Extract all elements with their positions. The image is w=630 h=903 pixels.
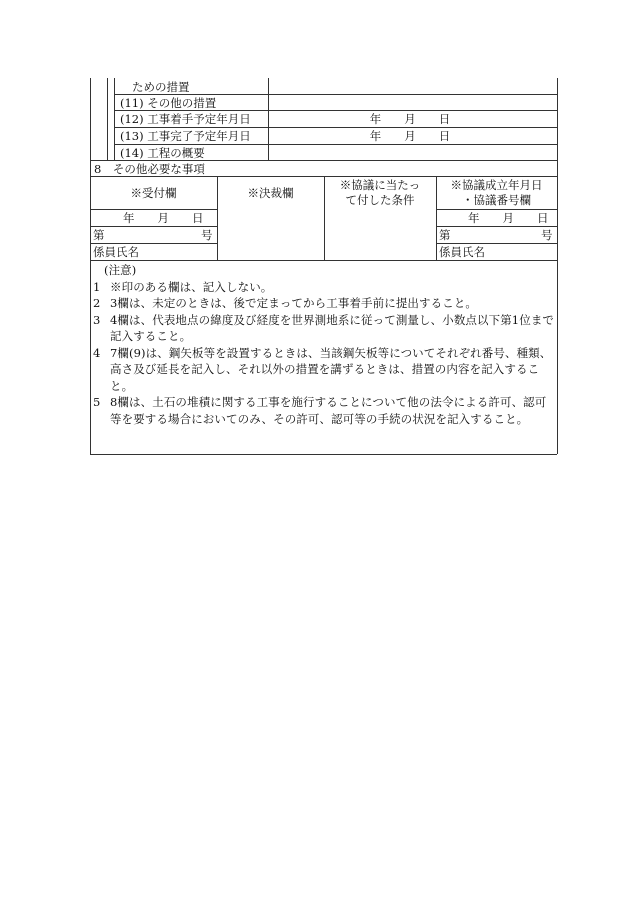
note-text: 4欄は、代表地点の緯度及び経度を世界測地系に従って測量し、小数点以下第1位まで記入すること。 [110, 312, 555, 343]
note-item [90, 295, 557, 312]
note-number: 3 [93, 312, 101, 327]
note-text: 7欄(9)は、鋼矢板等を設置するときは、当該鋼矢板等についてそれぞれ番号、種類、高さ及び延長を記入し、それ以外の措置を講ずるときは、措置の内容を記入すること。 [110, 345, 552, 393]
agreement-number-suffix: 号 [541, 228, 553, 242]
header-bottom-line [90, 209, 217, 210]
note-number: 1 [93, 279, 101, 294]
row-line [114, 144, 557, 145]
note-item [90, 312, 557, 345]
cell-line [90, 243, 217, 244]
label-value-divider [268, 78, 269, 160]
row-line [114, 110, 557, 111]
conditions-header-line1: ※協議に当たっ [339, 178, 421, 192]
note-number: 2 [93, 296, 101, 310]
agreement-header-line1: ※協議成立年月日 [450, 178, 543, 192]
note-item [90, 279, 557, 296]
receipt-staff-name: 係員氏名 [93, 245, 139, 259]
header-bottom-line [436, 209, 557, 210]
row-label-start-date: (12) 工事着手予定年月日 [120, 112, 251, 126]
start-date-value: 年 月 日 [369, 112, 451, 126]
table-bottom-border [90, 454, 557, 455]
notes-heading: (注意) [104, 263, 137, 277]
row-line [90, 160, 557, 161]
table-right-border [557, 78, 558, 454]
agreement-number-prefix: 第 [439, 228, 451, 242]
receipt-header: ※受付欄 [130, 186, 177, 200]
note-text: 8欄は、土石の堆積に関する工事を施行することについて他の法令による許可、認可等を要する場合においてのみ、その許可、認可等の手続の状況を記入すること。 [110, 395, 547, 426]
row-label-other-measures: (11) その他の措置 [120, 96, 217, 110]
item8-label: 8 その他必要な事項 [94, 162, 205, 176]
row-line [114, 94, 557, 95]
note-number: 4 [93, 345, 101, 360]
row-label-end-date: (13) 工事完了予定年月日 [120, 129, 251, 143]
agreement-date: 年 月 日 [468, 211, 549, 225]
note-text: ※印のある欄は、記入しない。 [110, 279, 273, 294]
indent-divider-outer [107, 78, 108, 160]
conditions-header-line2: て付した条件 [345, 193, 415, 207]
note-number: 5 [93, 395, 101, 409]
cell-line [90, 226, 217, 227]
receipt-date: 年 月 日 [123, 211, 204, 225]
agreement-staff-name: 係員氏名 [439, 245, 485, 259]
row-label-measures: ための措置 [132, 80, 190, 94]
agreement-header-line2: ・協議番号欄 [462, 193, 531, 207]
cell-line [436, 226, 557, 227]
decision-header: ※決裁欄 [247, 186, 294, 200]
indent-divider-inner [114, 78, 115, 160]
row-label-schedule: (14) 工程の概要 [120, 146, 205, 160]
notes-section [90, 260, 557, 427]
end-date-value: 年 月 日 [369, 129, 451, 143]
receipt-number-suffix: 号 [201, 228, 213, 242]
receipt-number-prefix: 第 [93, 228, 105, 242]
note-item [90, 394, 557, 427]
note-text: 3欄は、未定のときは、後で定まってから工事着手前に提出すること。 [110, 296, 478, 310]
row-line [114, 127, 557, 128]
note-item [90, 345, 557, 395]
cell-line [436, 243, 557, 244]
